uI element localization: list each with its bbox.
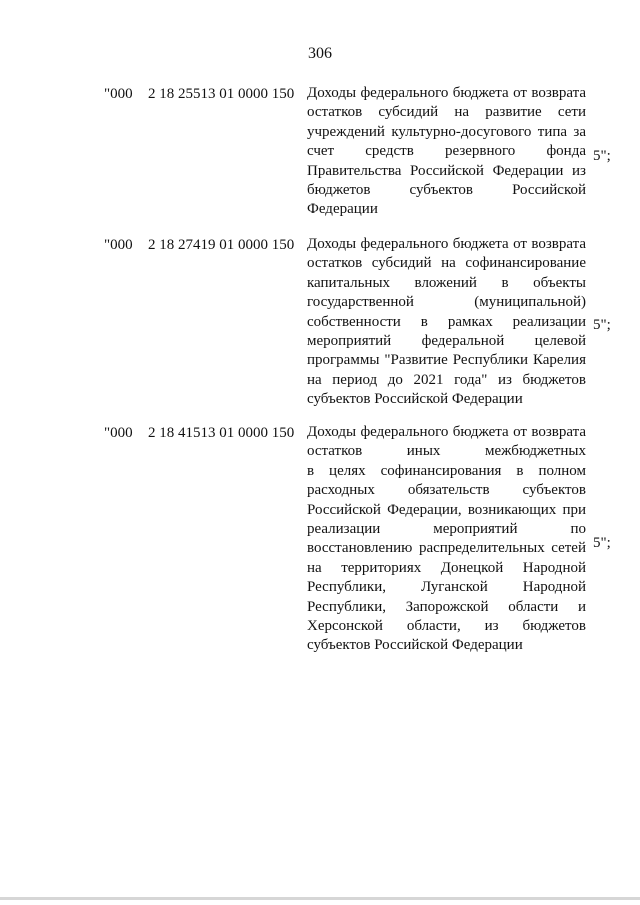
description-line: Правительства Российской Федерации из [307, 162, 586, 179]
description-line: в целях софинансирования в полном [307, 462, 586, 479]
description-line: учреждений культурно-досугового типа за [307, 123, 586, 140]
description-line: на территориях Донецкой Народной [307, 559, 586, 576]
page-bottom-edge [0, 897, 640, 900]
description-line: восстановлению распределительных сетей [307, 540, 586, 557]
table-row [0, 235, 640, 415]
description-line: собственности в рамках реализации [307, 313, 586, 330]
description-line: расходных обязательств субъектов [307, 482, 586, 499]
description-line: остатков иных межбюджетных [307, 443, 586, 460]
budget-classification-code: 2 18 27419 01 0000 150 [148, 237, 295, 253]
income-description [307, 235, 586, 410]
table-row [0, 423, 640, 663]
description-line: остатков субсидий на развитие сети [307, 104, 586, 121]
budget-classification-code: 2 18 25513 01 0000 150 [148, 86, 295, 102]
row-prefix: "000 [104, 425, 133, 441]
row-prefix: "000 [104, 237, 133, 253]
income-description [307, 423, 586, 656]
description-line: капитальных вложений в объекты [307, 274, 586, 291]
description-line: счет средств резервного фонда [307, 143, 586, 160]
description-line: реализации мероприятий по [307, 520, 586, 537]
description-line: субъектов Российской Федерации [307, 391, 523, 408]
description-line: субъектов Российской Федерации [307, 637, 523, 654]
page-number: 306 [308, 45, 332, 62]
table-row [0, 84, 640, 224]
description-line: государственной (муниципальной) [307, 294, 586, 311]
description-line: мероприятий федеральной целевой [307, 332, 586, 349]
description-line: Херсонской области, из бюджетов [307, 617, 586, 634]
description-line: Российской Федерации, возникающих при [307, 501, 586, 518]
income-description [307, 84, 586, 220]
description-line: Республики, Запорожской области и [307, 598, 586, 615]
description-line: Доходы федерального бюджета от возврата [307, 236, 586, 252]
standard-rate: 5"; [593, 535, 611, 551]
standard-rate: 5"; [593, 317, 611, 333]
description-line: остатков субсидий на софинансирование [307, 255, 586, 272]
standard-rate: 5"; [593, 148, 611, 164]
description-line: Федерации [307, 201, 378, 218]
budget-classification-code: 2 18 41513 01 0000 150 [148, 425, 295, 441]
description-line: Доходы федерального бюджета от возврата [307, 85, 586, 101]
description-line: на период до 2021 года" из бюджетов [307, 371, 586, 388]
row-prefix: "000 [104, 86, 133, 102]
description-line: бюджетов субъектов Российской [307, 181, 586, 198]
description-line: Республики, Луганской Народной [307, 579, 586, 596]
description-line: Доходы федерального бюджета от возврата [307, 424, 586, 440]
description-line: программы "Развитие Республики Карелия [307, 352, 586, 369]
